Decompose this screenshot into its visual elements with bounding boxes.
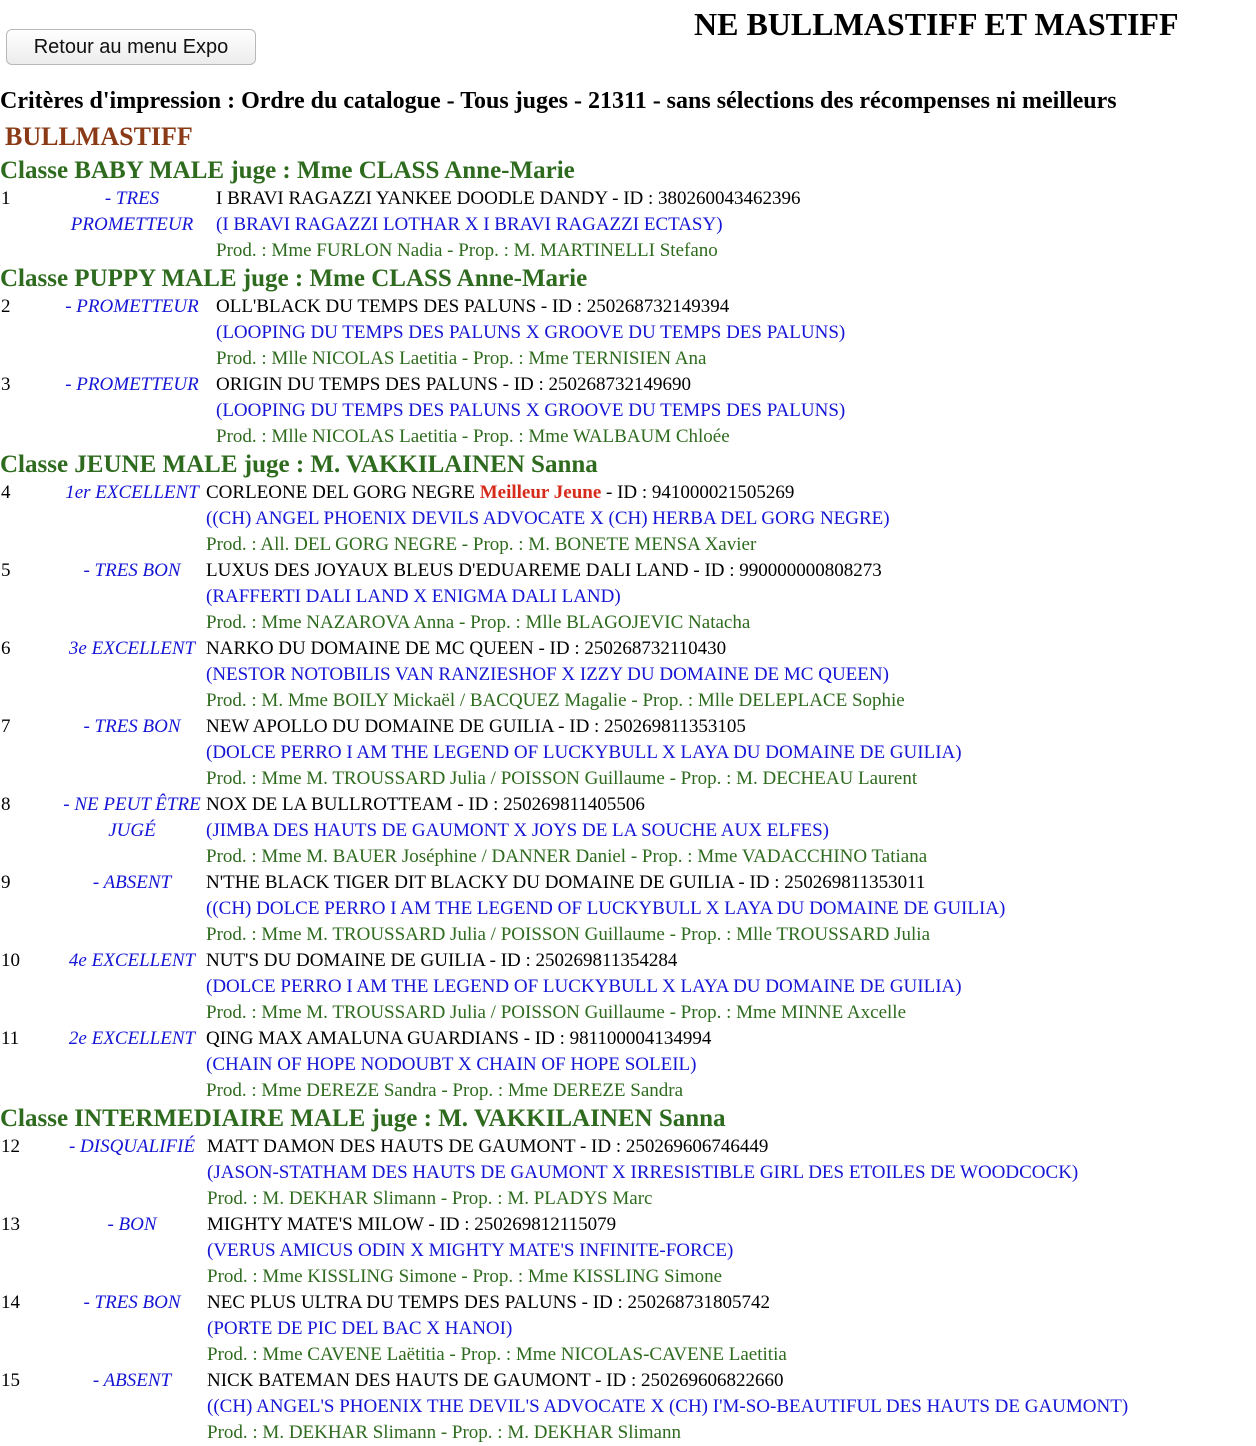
- entry-number: 5: [1, 560, 11, 581]
- entry-number: 7: [1, 716, 11, 737]
- dog-name: QING MAX AMALUNA GUARDIANS: [206, 1028, 519, 1049]
- dog-parents: (LOOPING DU TEMPS DES PALUNS X GROOVE DU TEMPS DES PALUNS): [216, 400, 846, 421]
- dog-id: - ID : 250268732110430: [533, 638, 727, 659]
- catalogue-entry: [0, 714, 1256, 792]
- entry-name-line: [206, 948, 677, 974]
- print-criteria: Critères d'impression : Ordre du catalogue - Tous juges - 21311 - sans sélections des récompenses ni meilleurs: [0, 88, 1117, 114]
- dog-parents: (VERUS AMICUS ODIN X MIGHTY MATE'S INFINITE-FORCE): [207, 1240, 734, 1261]
- dog-id: - ID : 250269811353011: [733, 872, 926, 893]
- dog-name: ORIGIN DU TEMPS DES PALUNS: [216, 374, 498, 395]
- dog-id: - ID : 250269811354284: [484, 950, 678, 971]
- dog-owners: Prod. : Mme M. BAUER Joséphine / DANNER Daniel - Prop. : Mme VADACCHINO Tatiana: [206, 846, 928, 867]
- entry-result: - TRES BON: [83, 716, 181, 737]
- dog-id: - ID : 941000021505269: [601, 482, 795, 503]
- dog-owners: Prod. : Mme M. TROUSSARD Julia / POISSON Guillaume - Prop. : M. DECHEAU Laurent: [206, 768, 918, 789]
- catalogue-entry: [0, 1368, 1256, 1446]
- entry-number: 11: [1, 1028, 20, 1049]
- catalogue-entry: [0, 1026, 1256, 1104]
- entry-number: 1: [1, 188, 11, 209]
- dog-parents: (CHAIN OF HOPE NODOUBT X CHAIN OF HOPE SOLEIL): [206, 1054, 697, 1075]
- dog-owners: Prod. : Mme NAZAROVA Anna - Prop. : Mlle BLAGOJEVIC Natacha: [206, 612, 751, 633]
- catalogue-entry: [0, 1290, 1256, 1368]
- entry-number: 2: [1, 296, 11, 317]
- entry-result: - NE PEUT ÊTRE JUGÉ: [63, 794, 201, 841]
- entry-name-line: [207, 1134, 768, 1160]
- dog-name: N'THE BLACK TIGER DIT BLACKY DU DOMAINE DE GUILIA: [206, 872, 734, 893]
- class-heading: Classe INTERMEDIAIRE MALE juge : M. VAKKILAINEN Sanna: [0, 1105, 726, 1132]
- entry-result: 3e EXCELLENT: [68, 638, 196, 659]
- entry-number: 8: [1, 794, 11, 815]
- dog-id: - ID : 250269811405506: [452, 794, 645, 815]
- dog-parents: (NESTOR NOTOBILIS VAN RANZIESHOF X IZZY DU DOMAINE DE MC QUEEN): [206, 664, 889, 685]
- dog-owners: Prod. : Mme FURLON Nadia - Prop. : M. MARTINELLI Stefano: [216, 240, 718, 261]
- dog-name: OLL'BLACK DU TEMPS DES PALUNS: [216, 296, 537, 317]
- dog-parents: (JASON-STATHAM DES HAUTS DE GAUMONT X IRRESISTIBLE GIRL DES ETOILES DE WOODCOCK): [207, 1162, 1079, 1183]
- dog-name: NARKO DU DOMAINE DE MC QUEEN: [206, 638, 534, 659]
- dog-name: NOX DE LA BULLROTTEAM: [206, 794, 453, 815]
- entry-name-line: [207, 1368, 784, 1394]
- entry-result: - DISQUALIFIÉ: [68, 1136, 196, 1157]
- entry-result: - ABSENT: [92, 1370, 172, 1391]
- entry-number: 3: [1, 374, 11, 395]
- breed-heading: BULLMASTIFF: [5, 122, 193, 151]
- dog-name: NEW APOLLO DU DOMAINE DE GUILIA: [206, 716, 554, 737]
- catalogue-entry: [0, 186, 1256, 264]
- entry-result: - TRES PROMETTEUR: [70, 188, 194, 235]
- dog-name: MATT DAMON DES HAUTS DE GAUMONT: [207, 1136, 576, 1157]
- dog-owners: Prod. : Mlle NICOLAS Laetitia - Prop. : Mme WALBAUM Chloée: [216, 426, 730, 447]
- dog-name: LUXUS DES JOYAUX BLEUS D'EDUAREME DALI LAND: [206, 560, 689, 581]
- entry-name-line: [206, 1026, 711, 1052]
- catalogue-entry: [0, 294, 1256, 372]
- dog-owners: Prod. : M. DEKHAR Slimann - Prop. : M. DEKHAR Slimann: [207, 1422, 681, 1443]
- dog-name: CORLEONE DEL GORG NEGRE: [206, 482, 475, 503]
- entry-number: 9: [1, 872, 11, 893]
- dog-owners: Prod. : Mme M. TROUSSARD Julia / POISSON Guillaume - Prop. : Mme MINNE Axcelle: [206, 1002, 907, 1023]
- dog-owners: Prod. : Mme M. TROUSSARD Julia / POISSON Guillaume - Prop. : Mlle TROUSSARD Julia: [206, 924, 931, 945]
- back-to-menu-button[interactable]: Retour au menu Expo: [6, 29, 256, 65]
- top-bar: [0, 0, 1256, 80]
- dog-owners: Prod. : All. DEL GORG NEGRE - Prop. : M. BONETE MENSA Xavier: [206, 534, 757, 555]
- entry-name-line: [206, 636, 726, 662]
- catalogue-entry: [0, 792, 1256, 870]
- dog-name: NEC PLUS ULTRA DU TEMPS DES PALUNS: [207, 1292, 577, 1313]
- dog-parents: (RAFFERTI DALI LAND X ENIGMA DALI LAND): [206, 586, 621, 607]
- catalogue-entry: [0, 558, 1256, 636]
- dog-parents: ((CH) ANGEL PHOENIX DEVILS ADVOCATE X (CH) HERBA DEL GORG NEGRE): [206, 508, 890, 529]
- dog-parents: (I BRAVI RAGAZZI LOTHAR X I BRAVI RAGAZZI ECTASY): [216, 214, 723, 235]
- dog-id: - ID : 250269606746449: [575, 1136, 769, 1157]
- entry-result: 1er EXCELLENT: [65, 482, 199, 503]
- dog-owners: Prod. : Mlle NICOLAS Laetitia - Prop. : Mme TERNISIEN Ana: [216, 348, 707, 369]
- entry-name-line: [216, 294, 729, 320]
- dog-owners: Prod. : Mme CAVENE Laëtitia - Prop. : Mme NICOLAS-CAVENE Laetitia: [207, 1344, 787, 1365]
- entry-name-line: [207, 1212, 616, 1238]
- class-heading: Classe PUPPY MALE juge : Mme CLASS Anne-Marie: [0, 265, 588, 292]
- entry-number: 4: [1, 482, 11, 503]
- dog-name: MIGHTY MATE'S MILOW: [207, 1214, 424, 1235]
- entry-name-line: [206, 558, 882, 584]
- dog-parents: (JIMBA DES HAUTS DE GAUMONT X JOYS DE LA SOUCHE AUX ELFES): [206, 820, 829, 841]
- entry-name-line: [206, 714, 746, 740]
- dog-id: - ID : 380260043462396: [607, 188, 801, 209]
- entry-result: - ABSENT: [92, 872, 172, 893]
- dog-id: - ID : 250269606822660: [590, 1370, 784, 1391]
- entry-result: - BON: [107, 1214, 157, 1235]
- entry-number: 14: [1, 1292, 20, 1313]
- class-heading: Classe JEUNE MALE juge : M. VAKKILAINEN Sanna: [0, 451, 598, 478]
- award-badge: Meilleur Jeune: [479, 482, 602, 503]
- dog-owners: Prod. : M. Mme BOILY Mickaël / BACQUEZ Magalie - Prop. : Mlle DELEPLACE Sophie: [206, 690, 905, 711]
- entry-name-line: [207, 1290, 770, 1316]
- entry-number: 12: [1, 1136, 20, 1157]
- entry-name-line: [216, 372, 691, 398]
- entry-result: - PROMETTEUR: [65, 374, 199, 395]
- dog-id: - ID : 250269811353105: [553, 716, 746, 737]
- dog-parents: (LOOPING DU TEMPS DES PALUNS X GROOVE DU TEMPS DES PALUNS): [216, 322, 846, 343]
- page-title: NE BULLMASTIFF ET MASTIFF: [694, 6, 1179, 42]
- catalogue-entry: [0, 372, 1256, 450]
- entry-number: 15: [1, 1370, 20, 1391]
- catalogue-entry: [0, 948, 1256, 1026]
- entry-number: 13: [1, 1214, 20, 1235]
- dog-owners: Prod. : Mme KISSLING Simone - Prop. : Mme KISSLING Simone: [207, 1266, 723, 1287]
- catalogue-entry: [0, 1134, 1256, 1212]
- dog-name: NUT'S DU DOMAINE DE GUILIA: [206, 950, 485, 971]
- dog-id: - ID : 250268732149690: [497, 374, 692, 395]
- entry-result: - TRES BON: [83, 1292, 181, 1313]
- catalogue-entry: [0, 870, 1256, 948]
- dog-owners: Prod. : M. DEKHAR Slimann - Prop. : M. PLADYS Marc: [207, 1188, 653, 1209]
- entry-number: 10: [1, 950, 20, 971]
- entry-name-line: [216, 186, 801, 212]
- catalogue-entry: [0, 480, 1256, 558]
- entry-result: 2e EXCELLENT: [68, 1028, 196, 1049]
- dog-name: NICK BATEMAN DES HAUTS DE GAUMONT: [207, 1370, 591, 1391]
- catalogue-list: [0, 156, 1256, 1446]
- entry-result: - PROMETTEUR: [65, 296, 199, 317]
- dog-parents: ((CH) ANGEL'S PHOENIX THE DEVIL'S ADVOCATE X (CH) I'M-SO-BEAUTIFUL DES HAUTS DE GAUMONT): [207, 1396, 1129, 1417]
- entry-result: 4e EXCELLENT: [68, 950, 196, 971]
- class-heading: Classe BABY MALE juge : Mme CLASS Anne-Marie: [0, 157, 575, 184]
- dog-parents: (DOLCE PERRO I AM THE LEGEND OF LUCKYBULL X LAYA DU DOMAINE DE GUILIA): [206, 742, 962, 763]
- entry-name-line: [206, 870, 925, 896]
- dog-id: - ID : 250269812115079: [423, 1214, 617, 1235]
- dog-parents: (PORTE DE PIC DEL BAC X HANOI): [207, 1318, 513, 1339]
- dog-id: - ID : 250268731805742: [576, 1292, 771, 1313]
- dog-parents: ((CH) DOLCE PERRO I AM THE LEGEND OF LUCKYBULL X LAYA DU DOMAINE DE GUILIA): [206, 898, 1006, 919]
- dog-owners: Prod. : Mme DEREZE Sandra - Prop. : Mme DEREZE Sandra: [206, 1080, 684, 1101]
- dog-id: - ID : 981100004134994: [518, 1028, 712, 1049]
- dog-name: I BRAVI RAGAZZI YANKEE DOODLE DANDY: [216, 188, 608, 209]
- catalogue-entry: [0, 1212, 1256, 1290]
- catalogue-entry: [0, 636, 1256, 714]
- dog-parents: (DOLCE PERRO I AM THE LEGEND OF LUCKYBULL X LAYA DU DOMAINE DE GUILIA): [206, 976, 962, 997]
- dog-id: - ID : 250268732149394: [536, 296, 730, 317]
- entry-number: 6: [1, 638, 11, 659]
- entry-name-line: [206, 480, 794, 506]
- entry-result: - TRES BON: [83, 560, 181, 581]
- entry-name-line: [206, 792, 645, 818]
- dog-id: - ID : 990000000808273: [688, 560, 882, 581]
